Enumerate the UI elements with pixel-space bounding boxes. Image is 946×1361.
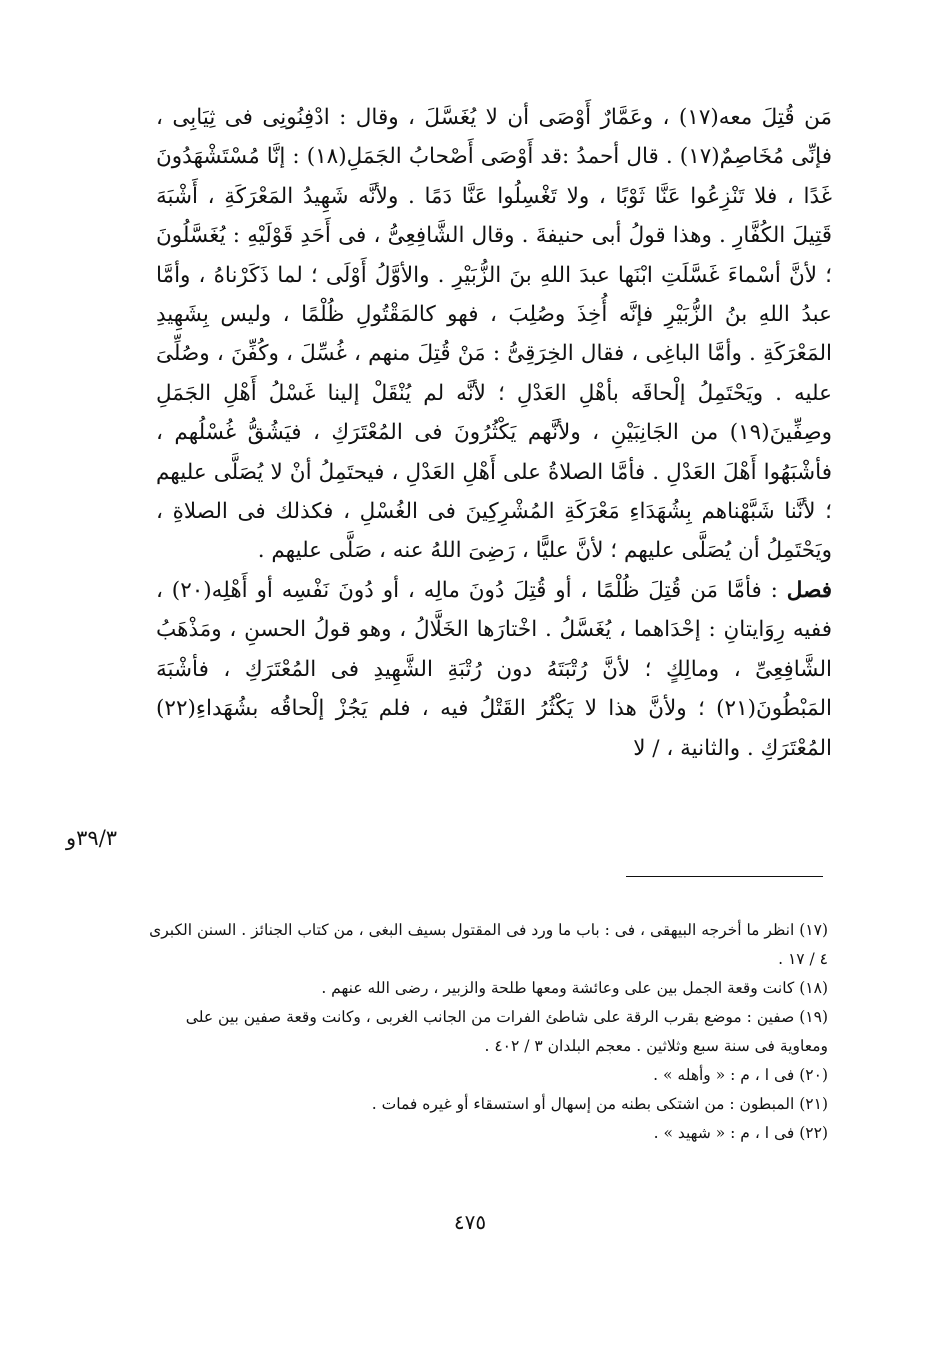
main-text (156, 98, 832, 768)
page-number: ٤٧٥ (453, 1210, 487, 1234)
footnotes-list (140, 916, 828, 1148)
footnote-22: (٢٢) فى ا ، م : « شهيد » . (653, 1124, 828, 1142)
paragraph-2 (156, 571, 832, 768)
paragraph-1: مَن قُتِلَ معه(١٧) ، وعَمَّارٌ أَوْصَى أن لا يُغَسَّلَ ، وقال : ادْفِنُونِى فى ثِيَابِى ، فإنِّى مُخَاصِمٌ(١٧) . قال أحمدُ :قد أَوْصَى أَصْحابُ الجَمَلِ(١٨) : إنَّا مُسْتَشْهَدُونَ غَدًا ، فلا تَنْزِعُوا عَنَّا ثَوْبًا ، ولا تَغْسِلُوا عَنَّا دَمًا . ولأنَّه شَهِيدُ المَعْرَكَةِ ، أَشْبَهَ قَتِيلَ الكُفَّارِ . وهذا قولُ أبى حنيفةَ . وقال الشَّافِعِىُّ ، فى أَحَدِ قَوْلَيْهِ : يُغَسَّلُونَ ؛ لأنَّ أسْماءَ غَسَّلَتِ ابْنَها عبدَ اللهِ بنَ الزُّبَيْرِ . والأوَّلُ أَوْلَى ؛ لما ذَكَرْناهُ ، وأمَّا عبدُ اللهِ بنُ الزُّبَيْرِ فإنَّه أُخِذَ وصُلِبَ ، فهو كالمَقْتُولِ ظُلْمًا ، وليس بِشَهِيدِ المَعْرَكَةِ . وأمَّا الباغِى ، فقال الخِرَقِىُّ : مَنْ قُتِلَ منهم ، غُسِّلَ ، وكُفِّنَ ، وصُلِّىَ عليه . ويَحْتَمِلُ إلْحاقَه بأهْلِ العَدْلِ ؛ لأنَّه لم يُنْقَلْ إلينا غَسْلُ أَهْلِ الجَمَلِ وصِفِّينَ(١٩) من الجَانِبَيْنِ ، ولأنَّهم يَكْثُرُونَ فى المُعْتَرَكِ ، فيَشُقُّ غُسْلُهم ، فأشْبَهُوا أَهْلَ العَدْلِ . فأمَّا الصلاةُ على أَهْلِ العَدْلِ ، فيحتَمِلُ أنْ لا يُصَلَّى عليهم ؛ لأنَّنا شَبَّهْناهم بِشُهَدَاءِ مَعْرَكَةِ المُشْرِكِينَ فى الغُسْلِ ، فكذلك فى الصلاةِ ، ويَحْتَمِلُ أن يُصَلَّى عليهم ؛ لأنَّ عليًّا ، رَضِىَ اللهُ عنه ، صَلَّى عليهم . (156, 105, 833, 564)
footnote-17: (١٧) انظر ما أخرجه البيهقى ، فى : باب ما ورد فى المقتول بسيف البغى ، من كتاب الجنائز . السنن الكبرى ٤ / ١٧ . (149, 921, 828, 968)
section-heading-fasl: فصل (786, 577, 832, 603)
paragraph-2-text: : فأمَّا مَن قُتِلَ ظُلْمًا ، أو قُتِلَ دُونَ مالِه ، أو دُونَ نَفْسِه أو أَهْلِه(٢٠) ، ففيه رِوَايتانِ : إحْدَاهما ، يُغَسَّلُ . اخْتارَها الخَلَّالُ ، وهو قولُ الحسنِ ، ومَذْهَبُ الشَّافِعِىِّ ، ومالِكٍ ؛ لأنَّ رُتْبَتَهُ دون رُتْبَةِ الشَّهِيدِ فى المُعْتَرَكِ ، فأشْبَهَ المَبْطُونَ(٢١) ؛ ولأنَّ هذا لا يَكْثُرُ القَتْلُ فيه ، فلم يَجُزْ إلْحاقُه بشُهَداءِ(٢٢) المُعْتَرَكِ . والثانية ، / لا (156, 577, 832, 761)
footnote-21: (٢١) المبطون : من اشتكى بطنه من إسهال أو استسقاء أو غيره فمات . (371, 1095, 828, 1113)
footnote-19: (١٩) صفين : موضع بقرب الرقة على شاطئ الفرات من الجانب الغربى ، وكانت وقعة صفين بين على ومعاوية فى سنة سبع وثلاثين . معجم البلدان ٣ / ٤٠٢ . (185, 1008, 828, 1055)
manuscript-folio-reference: ٣٩/٣و (66, 826, 118, 850)
footnote-divider (626, 876, 823, 877)
footnote-20: (٢٠) فى ا ، م : « وأهله » . (653, 1066, 828, 1084)
footnote-18: (١٨) كانت وقعة الجمل بين على وعائشة ومعها طلحة والزبير ، رضى الله عنهم . (321, 979, 828, 997)
